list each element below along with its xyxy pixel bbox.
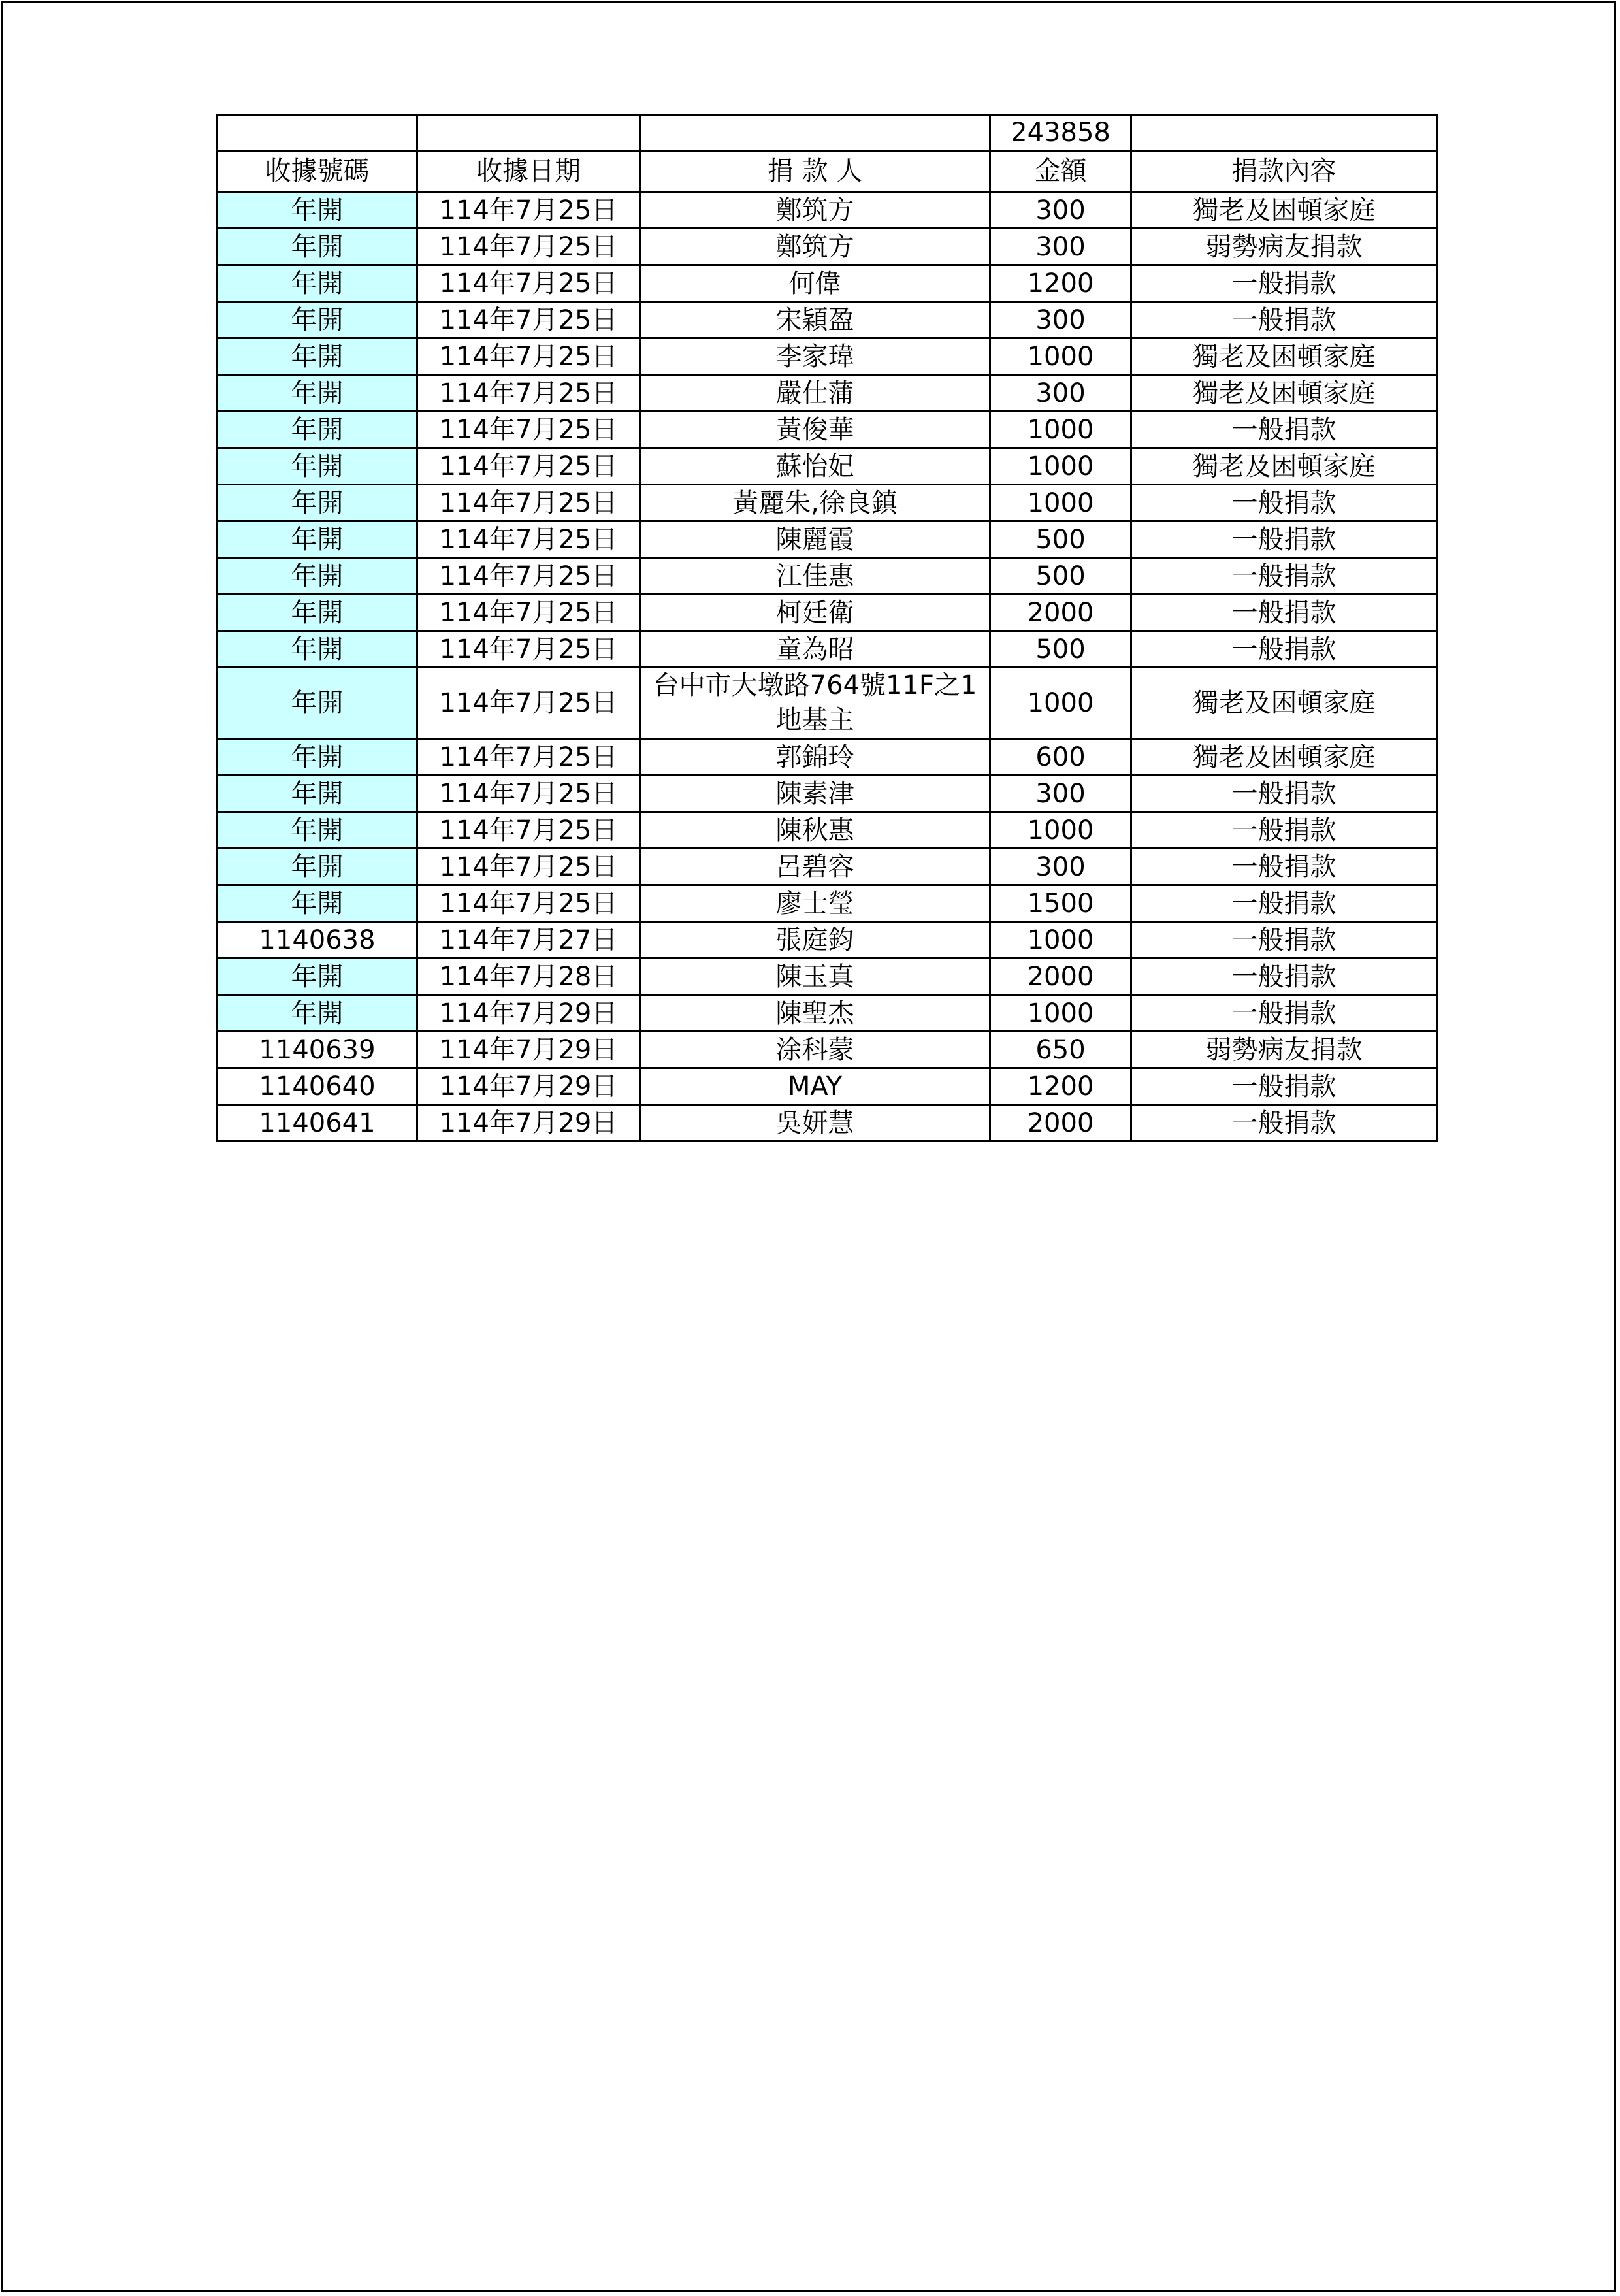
total-row-empty-cell xyxy=(640,115,990,151)
purpose-cell: 弱勢病友捐款 xyxy=(1131,1032,1437,1068)
receipt-date-cell: 114年7月25日 xyxy=(417,448,640,485)
table-row xyxy=(218,1032,1437,1068)
amount-cell: 1200 xyxy=(990,265,1131,302)
table-row xyxy=(218,959,1437,995)
table-row xyxy=(218,631,1437,668)
receipt-date-cell: 114年7月25日 xyxy=(417,631,640,668)
receipt-no-cell: 年開 xyxy=(218,558,417,595)
table-row xyxy=(218,375,1437,412)
purpose-cell: 一般捐款 xyxy=(1131,485,1437,521)
receipt-no-cell: 年開 xyxy=(218,959,417,995)
receipt-date-cell: 114年7月25日 xyxy=(417,412,640,448)
donor-cell: 嚴仕蒲 xyxy=(640,375,990,412)
table-row xyxy=(218,338,1437,375)
header-purpose: 捐款內容 xyxy=(1131,151,1437,192)
amount-cell: 300 xyxy=(990,375,1131,412)
donor-cell: 鄭筑方 xyxy=(640,192,990,229)
donor-cell: 黃俊華 xyxy=(640,412,990,448)
amount-cell: 1200 xyxy=(990,1068,1131,1105)
purpose-cell: 一般捐款 xyxy=(1131,776,1437,812)
total-row-empty-cell xyxy=(1131,115,1437,151)
receipt-date-cell: 114年7月25日 xyxy=(417,485,640,521)
receipt-no-cell: 年開 xyxy=(218,192,417,229)
receipt-date-cell: 114年7月29日 xyxy=(417,995,640,1032)
receipt-date-cell: 114年7月28日 xyxy=(417,959,640,995)
donor-cell: 陳麗霞 xyxy=(640,521,990,558)
donor-cell: 吳妍慧 xyxy=(640,1105,990,1141)
amount-cell: 500 xyxy=(990,521,1131,558)
amount-cell: 1000 xyxy=(990,448,1131,485)
donation-table xyxy=(216,114,1438,1142)
receipt-no-cell: 1140638 xyxy=(218,922,417,959)
table-row xyxy=(218,812,1437,849)
donor-cell: 涂科蒙 xyxy=(640,1032,990,1068)
table-row xyxy=(218,558,1437,595)
receipt-date-cell: 114年7月29日 xyxy=(417,1068,640,1105)
header-amount: 金額 xyxy=(990,151,1131,192)
amount-cell: 1000 xyxy=(990,812,1131,849)
purpose-cell: 一般捐款 xyxy=(1131,849,1437,885)
purpose-cell: 一般捐款 xyxy=(1131,995,1437,1032)
receipt-no-cell: 年開 xyxy=(218,595,417,631)
table-row xyxy=(218,265,1437,302)
receipt-no-cell: 年開 xyxy=(218,448,417,485)
amount-cell: 500 xyxy=(990,631,1131,668)
receipt-date-cell: 114年7月25日 xyxy=(417,849,640,885)
donor-cell: 宋穎盈 xyxy=(640,302,990,338)
purpose-cell: 獨老及困頓家庭 xyxy=(1131,739,1437,776)
donor-cell: 台中市大墩路764號11F之1 地基主 xyxy=(640,668,990,739)
amount-cell: 300 xyxy=(990,776,1131,812)
amount-cell: 1000 xyxy=(990,485,1131,521)
donor-cell: 何偉 xyxy=(640,265,990,302)
table-row xyxy=(218,192,1437,229)
donor-cell: 陳聖杰 xyxy=(640,995,990,1032)
receipt-no-cell: 1140641 xyxy=(218,1105,417,1141)
table-row xyxy=(218,302,1437,338)
receipt-no-cell: 1140639 xyxy=(218,1032,417,1068)
donor-cell: 張庭鈞 xyxy=(640,922,990,959)
header-row xyxy=(218,151,1437,192)
donor-cell: 陳秋惠 xyxy=(640,812,990,849)
receipt-no-cell: 年開 xyxy=(218,739,417,776)
purpose-cell: 一般捐款 xyxy=(1131,631,1437,668)
donor-cell: 郭錦玲 xyxy=(640,739,990,776)
purpose-cell: 弱勢病友捐款 xyxy=(1131,229,1437,265)
donor-cell: 陳玉真 xyxy=(640,959,990,995)
purpose-cell: 一般捐款 xyxy=(1131,521,1437,558)
purpose-cell: 一般捐款 xyxy=(1131,959,1437,995)
receipt-no-cell: 年開 xyxy=(218,776,417,812)
table-row xyxy=(218,885,1437,922)
receipt-date-cell: 114年7月25日 xyxy=(417,338,640,375)
table-row xyxy=(218,922,1437,959)
purpose-cell: 獨老及困頓家庭 xyxy=(1131,192,1437,229)
table-row xyxy=(218,448,1437,485)
donor-cell: 廖士瑩 xyxy=(640,885,990,922)
table-row xyxy=(218,521,1437,558)
donor-cell: 蘇怡妃 xyxy=(640,448,990,485)
receipt-no-cell: 年開 xyxy=(218,485,417,521)
amount-cell: 300 xyxy=(990,192,1131,229)
receipt-no-cell: 年開 xyxy=(218,265,417,302)
table-row xyxy=(218,849,1437,885)
amount-cell: 1500 xyxy=(990,885,1131,922)
receipt-date-cell: 114年7月25日 xyxy=(417,558,640,595)
donor-cell: 李家瑋 xyxy=(640,338,990,375)
amount-cell: 300 xyxy=(990,302,1131,338)
donor-cell: 黃麗朱,徐良鎮 xyxy=(640,485,990,521)
total-row xyxy=(218,115,1437,151)
receipt-date-cell: 114年7月25日 xyxy=(417,595,640,631)
receipt-date-cell: 114年7月25日 xyxy=(417,776,640,812)
table-row xyxy=(218,412,1437,448)
receipt-date-cell: 114年7月29日 xyxy=(417,1032,640,1068)
total-row-empty-cell xyxy=(417,115,640,151)
table-row xyxy=(218,739,1437,776)
table-row xyxy=(218,595,1437,631)
header-receipt-no: 收據號碼 xyxy=(218,151,417,192)
amount-cell: 650 xyxy=(990,1032,1131,1068)
amount-cell: 600 xyxy=(990,739,1131,776)
receipt-no-cell: 1140640 xyxy=(218,1068,417,1105)
purpose-cell: 一般捐款 xyxy=(1131,1105,1437,1141)
purpose-cell: 獨老及困頓家庭 xyxy=(1131,668,1437,739)
purpose-cell: 一般捐款 xyxy=(1131,265,1437,302)
amount-cell: 1000 xyxy=(990,922,1131,959)
donor-cell: 江佳惠 xyxy=(640,558,990,595)
table-row xyxy=(218,995,1437,1032)
purpose-cell: 一般捐款 xyxy=(1131,558,1437,595)
receipt-no-cell: 年開 xyxy=(218,375,417,412)
receipt-date-cell: 114年7月25日 xyxy=(417,812,640,849)
total-amount: 243858 xyxy=(990,115,1131,151)
total-row-empty-cell xyxy=(218,115,417,151)
donor-cell: 鄭筑方 xyxy=(640,229,990,265)
header-receipt-date: 收據日期 xyxy=(417,151,640,192)
header-donor: 捐 款 人 xyxy=(640,151,990,192)
table-row xyxy=(218,1105,1437,1141)
donor-cell: MAY xyxy=(640,1068,990,1105)
receipt-no-cell: 年開 xyxy=(218,302,417,338)
receipt-no-cell: 年開 xyxy=(218,668,417,739)
amount-cell: 2000 xyxy=(990,959,1131,995)
amount-cell: 2000 xyxy=(990,595,1131,631)
receipt-no-cell: 年開 xyxy=(218,885,417,922)
amount-cell: 500 xyxy=(990,558,1131,595)
receipt-date-cell: 114年7月27日 xyxy=(417,922,640,959)
receipt-date-cell: 114年7月25日 xyxy=(417,192,640,229)
receipt-no-cell: 年開 xyxy=(218,849,417,885)
table-row xyxy=(218,229,1437,265)
purpose-cell: 一般捐款 xyxy=(1131,812,1437,849)
table-row xyxy=(218,668,1437,739)
amount-cell: 2000 xyxy=(990,1105,1131,1141)
purpose-cell: 獨老及困頓家庭 xyxy=(1131,375,1437,412)
purpose-cell: 一般捐款 xyxy=(1131,885,1437,922)
receipt-no-cell: 年開 xyxy=(218,412,417,448)
receipt-date-cell: 114年7月25日 xyxy=(417,375,640,412)
purpose-cell: 一般捐款 xyxy=(1131,922,1437,959)
receipt-date-cell: 114年7月25日 xyxy=(417,229,640,265)
receipt-no-cell: 年開 xyxy=(218,229,417,265)
receipt-no-cell: 年開 xyxy=(218,338,417,375)
table-row xyxy=(218,776,1437,812)
donor-cell: 柯廷衛 xyxy=(640,595,990,631)
amount-cell: 300 xyxy=(990,229,1131,265)
purpose-cell: 一般捐款 xyxy=(1131,595,1437,631)
receipt-date-cell: 114年7月29日 xyxy=(417,1105,640,1141)
receipt-date-cell: 114年7月25日 xyxy=(417,885,640,922)
amount-cell: 1000 xyxy=(990,995,1131,1032)
purpose-cell: 一般捐款 xyxy=(1131,412,1437,448)
table-row xyxy=(218,1068,1437,1105)
purpose-cell: 一般捐款 xyxy=(1131,302,1437,338)
receipt-date-cell: 114年7月25日 xyxy=(417,302,640,338)
amount-cell: 300 xyxy=(990,849,1131,885)
receipt-no-cell: 年開 xyxy=(218,631,417,668)
amount-cell: 1000 xyxy=(990,668,1131,739)
donor-cell: 童為昭 xyxy=(640,631,990,668)
receipt-no-cell: 年開 xyxy=(218,521,417,558)
receipt-no-cell: 年開 xyxy=(218,812,417,849)
donor-cell: 陳素津 xyxy=(640,776,990,812)
amount-cell: 1000 xyxy=(990,412,1131,448)
table-row xyxy=(218,485,1437,521)
amount-cell: 1000 xyxy=(990,338,1131,375)
receipt-date-cell: 114年7月25日 xyxy=(417,739,640,776)
receipt-date-cell: 114年7月25日 xyxy=(417,521,640,558)
receipt-date-cell: 114年7月25日 xyxy=(417,265,640,302)
receipt-no-cell: 年開 xyxy=(218,995,417,1032)
donor-cell: 呂碧容 xyxy=(640,849,990,885)
purpose-cell: 獨老及困頓家庭 xyxy=(1131,448,1437,485)
receipt-date-cell: 114年7月25日 xyxy=(417,668,640,739)
purpose-cell: 一般捐款 xyxy=(1131,1068,1437,1105)
purpose-cell: 獨老及困頓家庭 xyxy=(1131,338,1437,375)
